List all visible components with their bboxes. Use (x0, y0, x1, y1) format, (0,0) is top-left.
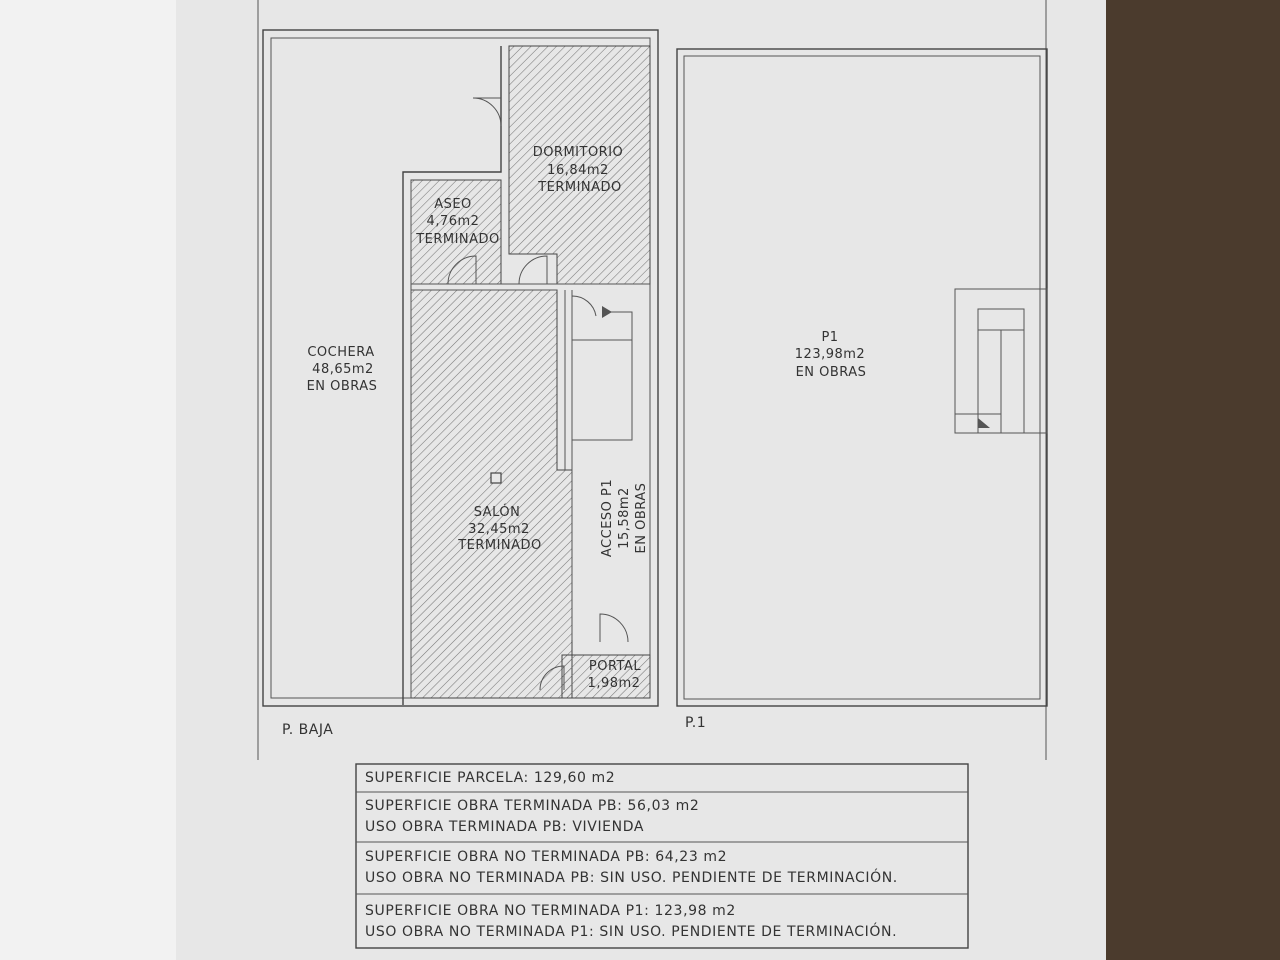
salon-area: 32,45m2 (468, 522, 530, 537)
cochera-area: 48,65m2 (312, 362, 374, 377)
dormitorio-area: 16,84m2 (547, 163, 609, 178)
column-marker (491, 473, 501, 483)
first-plan-label: P.1 (685, 715, 707, 731)
table-row-terminada-superficie: SUPERFICIE OBRA TERMINADA PB: 56,03 m2 (365, 798, 700, 814)
table-row-no-terminada-pb-superficie: SUPERFICIE OBRA NO TERMINADA PB: 64,23 m2 (365, 849, 728, 865)
acceso-status: EN OBRAS (634, 482, 649, 554)
dormitorio-status: TERMINADO (538, 180, 622, 195)
left-margin (0, 0, 176, 960)
acceso-name: ACCESO P1 (600, 478, 615, 558)
p1-area: 123,98m2 (794, 347, 866, 362)
dormitorio-name: DORMITORIO (532, 145, 624, 160)
table-row-no-terminada-p1-superficie: SUPERFICIE OBRA NO TERMINADA P1: 123,98 m2 (365, 903, 736, 919)
salon-status: TERMINADO (458, 538, 542, 553)
acceso-area: 15,58m2 (617, 487, 632, 549)
acceso-label-group (600, 479, 649, 557)
table-row-no-terminada-p1-uso: USO OBRA NO TERMINADA P1: SIN USO. PENDIENTE DE TERMINACIÓN. (365, 924, 898, 940)
p1-status: EN OBRAS (795, 365, 867, 380)
portal-area: 1,98m2 (587, 676, 641, 691)
ground-plan-label: P. BAJA (282, 722, 334, 738)
cochera-status: EN OBRAS (306, 379, 378, 394)
aseo-name: ASEO (434, 197, 472, 212)
aseo-status: TERMINADO (416, 232, 500, 247)
salon-hatch (411, 290, 572, 698)
table-row-parcela: SUPERFICIE PARCELA: 129,60 m2 (365, 770, 616, 786)
p1-name: P1 (821, 330, 839, 345)
cochera-name: COCHERA (307, 345, 375, 360)
aseo-area: 4,76m2 (426, 214, 480, 229)
portal-name: PORTAL (588, 659, 642, 674)
salon-name: SALÓN (473, 505, 521, 520)
table-row-terminada-uso: USO OBRA TERMINADA PB: VIVIENDA (365, 819, 645, 835)
table-row-no-terminada-pb-uso: USO OBRA NO TERMINADA PB: SIN USO. PENDIENTE DE TERMINACIÓN. (365, 870, 898, 886)
